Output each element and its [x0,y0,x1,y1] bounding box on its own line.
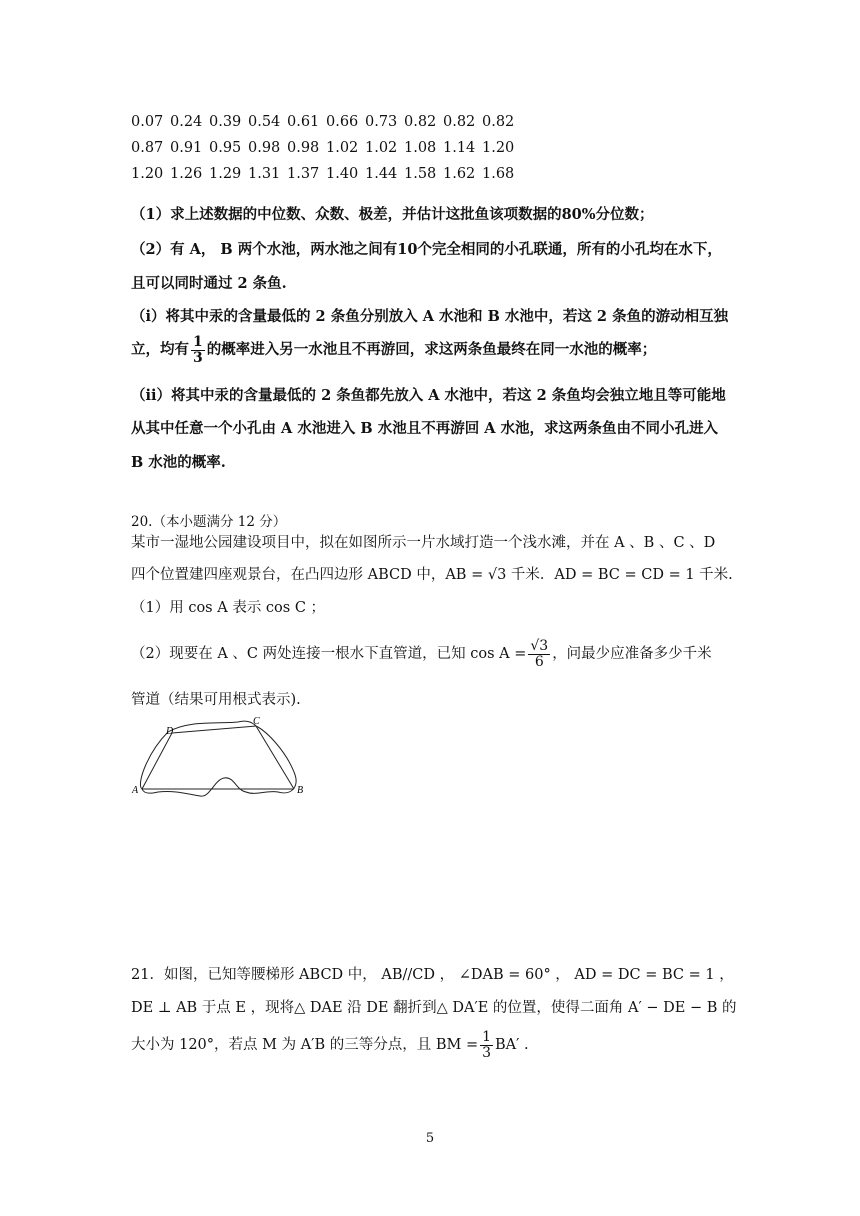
data-value: 1.68 [482,166,515,182]
data-value: 1.02 [326,140,359,156]
label-d: D [166,726,174,737]
fraction [480,1030,493,1060]
q19-part-ii-line3: B 水池的概率. [131,454,226,471]
data-value: 1.26 [170,166,203,182]
data-row-1 [131,114,521,130]
data-value: 1.44 [365,166,398,182]
data-row-2 [131,140,521,156]
q20-part2-continued: 管道（结果可用根式表示). [131,692,301,708]
text-span: 的概率进入另一水池且不再游回，求这两条鱼最终在同一水池的概率； [206,341,657,358]
pond-quadrilateral-figure [128,712,318,804]
text-span: ，问最少应准备多少千米 [552,646,712,662]
data-value: 1.02 [365,140,398,156]
data-value: 0.61 [287,114,320,130]
data-value: 0.98 [287,140,320,156]
q19-part-ii-line2: 从其中任意一个小孔由 A 水池进入 B 水池且不再游回 A 水池，求这两条鱼由不同小孔进入 [131,420,719,437]
data-value: 0.54 [248,114,281,130]
page-number: 5 [425,1131,435,1146]
pond-outline [140,721,296,796]
data-value: 1.31 [248,166,281,182]
data-value: 0.66 [326,114,359,130]
data-value: 1.08 [404,140,437,156]
fraction-denominator: 6 [534,653,544,670]
data-value: 0.87 [131,140,164,156]
edge-ad [142,733,172,789]
edge-cb [256,726,294,789]
q21-line1: 21．如图，已知等腰梯形 ABCD 中， AB//CD ， ∠DAB = 60° ， AD = DC = BC = 1 ， [131,967,734,983]
data-value: 0.98 [248,140,281,156]
data-value: 1.62 [443,166,476,182]
data-row-3 [131,166,521,182]
label-a: A [132,785,139,796]
data-value: 1.58 [404,166,437,182]
data-value: 1.14 [443,140,476,156]
q20-line1: 某市一湿地公园建设项目中，拟在如图所示一片水域打造一个浅水滩，并在 A 、B 、C 、D [131,535,716,551]
data-value: 0.39 [209,114,242,130]
text-span: （2）现要在 A 、C 两处连接一根水下直管道，已知 cos A = [131,646,527,662]
data-value: 0.24 [170,114,203,130]
data-value: 1.20 [482,140,515,156]
q19-part2-line2: 且可以同时通过 2 条鱼. [131,275,287,292]
q20-part2 [131,632,731,676]
data-value: 0.82 [482,114,515,130]
fraction-denominator: 3 [193,349,203,366]
fraction-numerator: 1 [193,333,203,350]
data-value: 1.37 [287,166,320,182]
data-value: 0.73 [365,114,398,130]
data-value: 0.82 [443,114,476,130]
data-value: 0.07 [131,114,164,130]
q20-line2: 四个位置建四座观景台，在凸四边形 ABCD 中，AB = √3 千米．AD = BC = CD = 1 千米. [131,567,733,583]
text-span: BA′ . [495,1037,529,1053]
data-value: 1.20 [131,166,164,182]
q21-line3 [131,1023,731,1067]
q19-part-ii-line1: （ii）将其中汞的含量最低的 2 条鱼都先放入 A 水池中，若这 2 条鱼均会独立地且等可能地 [131,387,726,404]
fraction-numerator: √3 [530,637,549,654]
data-value: 1.40 [326,166,359,182]
fraction-numerator: 1 [482,1028,492,1045]
text-span: 立，均有 [131,341,189,358]
q19-part2-line1: （2）有 A， B 两个水池，两水池之间有10个完全相同的小孔联通，所有的小孔均在水下， [131,241,722,258]
label-c: C [253,716,260,727]
q19-part1: （1）求上述数据的中位数、众数、极差，并估计这批鱼该项数据的80%分位数； [131,206,654,223]
fraction [528,639,550,669]
data-value: 1.29 [209,166,242,182]
edge-dc [172,726,256,733]
label-b: B [297,785,304,796]
data-value: 0.91 [170,140,203,156]
q20-title: 20.（本小题满分 12 分） [131,514,287,530]
data-value: 0.82 [404,114,437,130]
q19-part-i-line2 [131,331,731,369]
q21-line2: DE ⊥ AB 于点 E ，现将△ DAE 沿 DE 翻折到△ DA′E 的位置，使得二面角 A′ − DE − B 的 [131,1000,737,1016]
q19-part-i-line1: （i）将其中汞的含量最低的 2 条鱼分别放入 A 水池和 B 水池中，若这 2 条鱼的游动相互独 [131,308,729,325]
fraction-denominator: 3 [482,1044,492,1061]
data-value: 0.95 [209,140,242,156]
fraction [191,335,205,365]
q20-part1: （1）用 cos A 表示 cos C ； [131,600,326,616]
text-span: 大小为 120°，若点 M 为 A′B 的三等分点，且 BM = [131,1037,479,1053]
